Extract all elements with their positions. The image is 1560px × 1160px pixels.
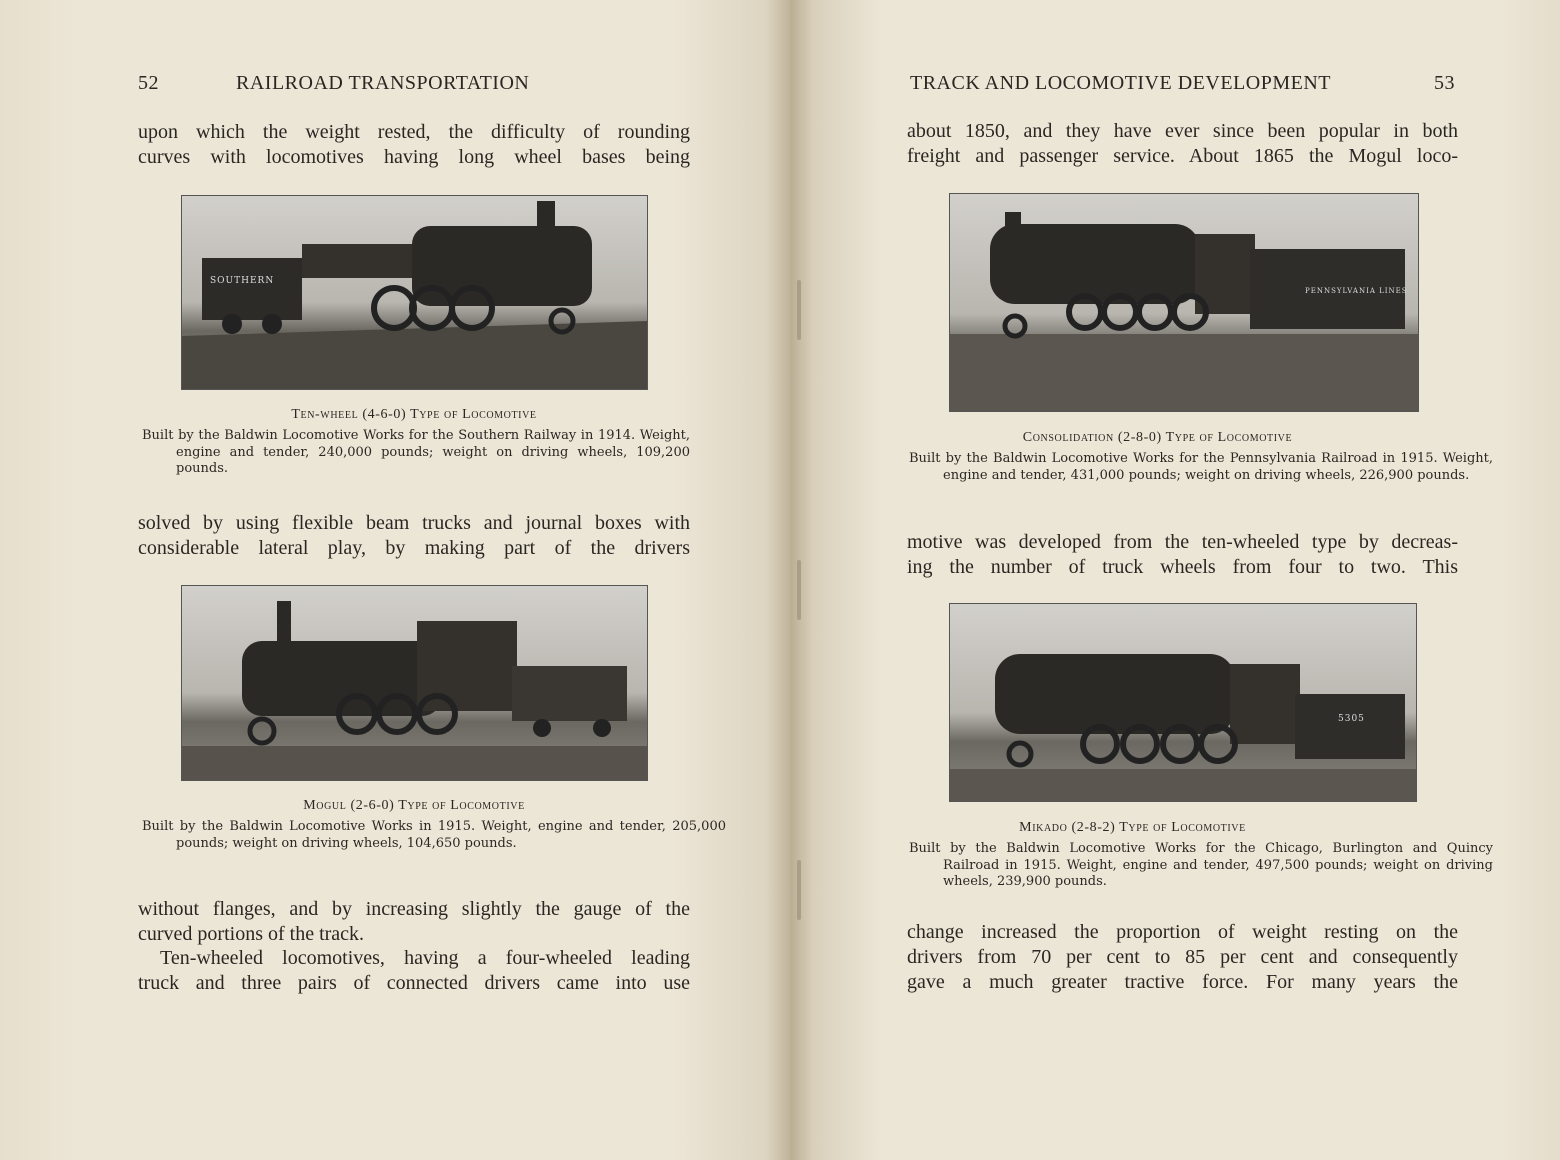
locomotive-photo-ten-wheel bbox=[181, 195, 648, 390]
paragraph bbox=[907, 920, 1458, 995]
text-line: curves with locomotives having long wheel bases being bbox=[138, 146, 690, 168]
figure-title: Mikado (2-8-2) Type of Locomotive bbox=[1019, 820, 1246, 835]
paragraph bbox=[138, 946, 690, 996]
text-line: Ten-wheeled locomotives, having a four-wheeled leading bbox=[160, 947, 690, 969]
text-line: truck and three pairs of connected drivers came into use bbox=[138, 972, 690, 994]
text-line: change increased the proportion of weight resting on the bbox=[907, 921, 1458, 943]
locomotive-photo-consolidation bbox=[949, 193, 1419, 412]
paragraph bbox=[907, 530, 1458, 580]
paragraph bbox=[138, 120, 690, 170]
text-line: motive was developed from the ten-wheeled type by decreas- bbox=[907, 531, 1458, 553]
page-number: 53 bbox=[1434, 72, 1455, 94]
paragraph bbox=[138, 897, 690, 947]
text-line: without flanges, and by increasing slightly the gauge of the bbox=[138, 898, 690, 920]
photo-lettering: 5305 bbox=[1338, 714, 1365, 724]
figure-title: Ten-wheel (4-6-0) Type of Locomotive bbox=[291, 407, 537, 422]
page-number: 52 bbox=[138, 72, 159, 94]
figure-caption: Built by the Baldwin Locomotive Works for the Southern Railway in 1914. Weight, engine and tender, 240,000 pounds; weight on driving wheels, 109,200 pounds. bbox=[142, 428, 690, 476]
text-line: solved by using flexible beam trucks and journal boxes with bbox=[138, 512, 690, 534]
text-line: drivers from 70 per cent to 85 per cent and consequently bbox=[907, 946, 1458, 968]
running-head: TRACK AND LOCOMOTIVE DEVELOPMENT bbox=[910, 72, 1331, 94]
figure-caption: Built by the Baldwin Locomotive Works for the Chicago, Burlington and Quincy Railroad in 1915. Weight, engine and tender, 497,500 pounds; weight on driving wheels, 239,900 pounds. bbox=[909, 841, 1493, 889]
figure-caption: Built by the Baldwin Locomotive Works in 1915. Weight, engine and tender, 205,000 pounds; weight on driving wheels, 104,650 pounds. bbox=[142, 819, 726, 851]
text-line: upon which the weight rested, the difficulty of rounding bbox=[138, 121, 690, 143]
figure-caption: Built by the Baldwin Locomotive Works for the Pennsylvania Railroad in 1915. Weight, engine and tender, 431,000 pounds; weight on driving wheels, 226,900 pounds. bbox=[909, 451, 1493, 483]
text-line: curved portions of the track. bbox=[138, 923, 365, 945]
locomotive-photo-mikado bbox=[949, 603, 1417, 802]
text-line: ing the number of truck wheels from four to two. This bbox=[907, 556, 1458, 578]
photo-lettering: SOUTHERN bbox=[210, 276, 275, 286]
text-line: considerable lateral play, by making part of the drivers bbox=[138, 537, 690, 559]
text-line: about 1850, and they have ever since been popular in both bbox=[907, 120, 1458, 142]
figure-title: Mogul (2-6-0) Type of Locomotive bbox=[303, 798, 525, 813]
binding-stitch bbox=[797, 860, 801, 920]
paragraph bbox=[138, 511, 690, 561]
photo-lettering: PENNSYLVANIA LINES bbox=[1305, 287, 1408, 295]
locomotive-photo-mogul bbox=[181, 585, 648, 781]
text-line: gave a much greater tractive force. For many years the bbox=[907, 971, 1458, 993]
binding-stitch bbox=[797, 280, 801, 340]
running-head: RAILROAD TRANSPORTATION bbox=[236, 72, 530, 94]
paragraph bbox=[907, 119, 1458, 169]
binding-stitch bbox=[797, 560, 801, 620]
figure-title: Consolidation (2-8-0) Type of Locomotive bbox=[1022, 430, 1293, 445]
text-line: freight and passenger service. About 1865 the Mogul loco- bbox=[907, 145, 1458, 167]
